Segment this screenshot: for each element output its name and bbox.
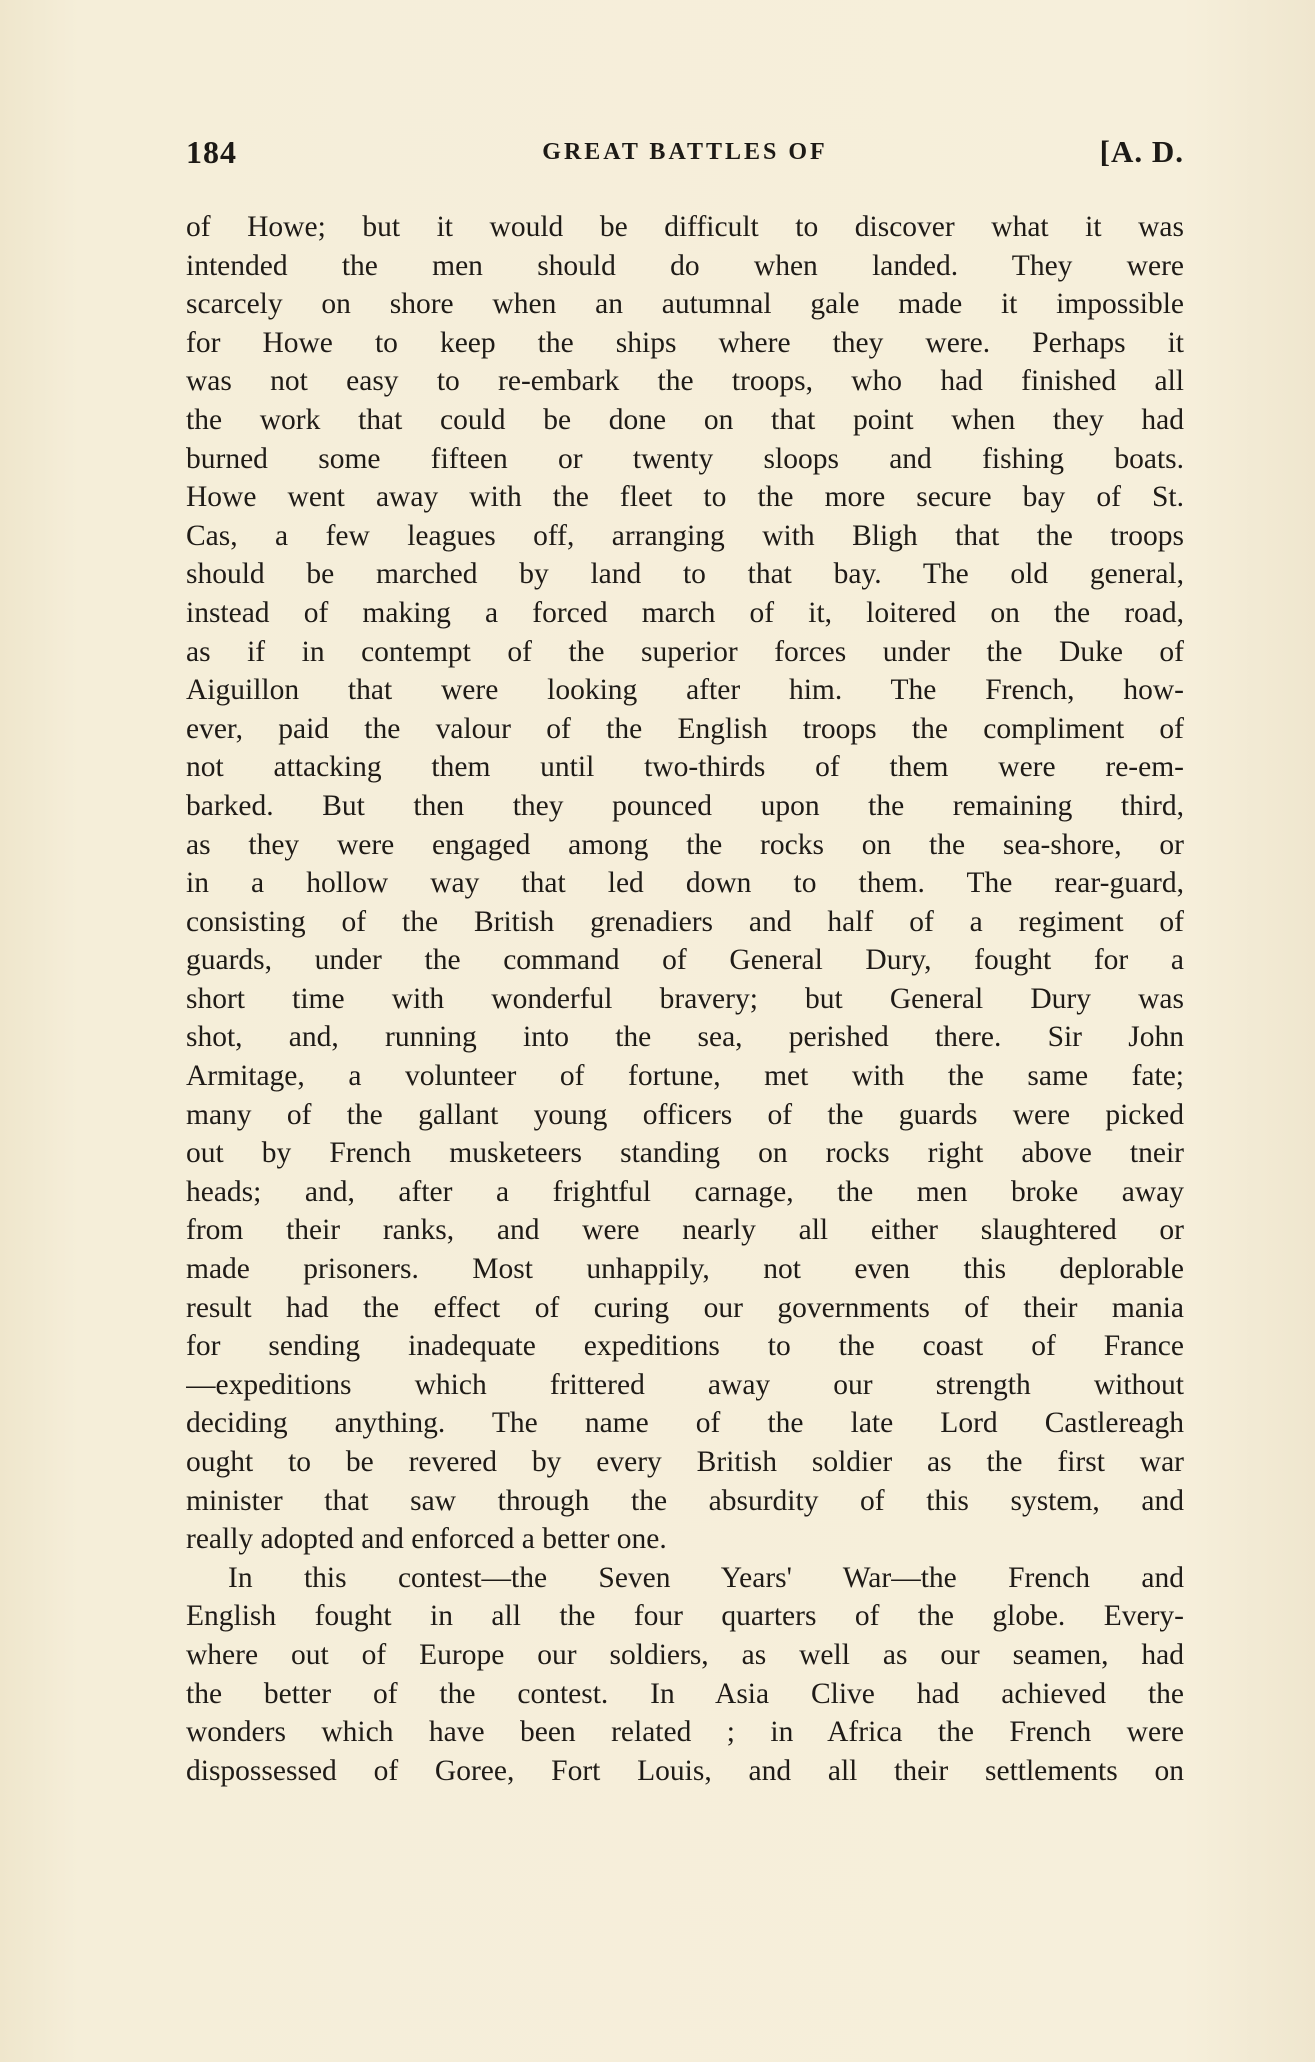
text-line: ever, paid the valour of the English troops the compliment of <box>186 712 1184 745</box>
text-line: wonders which have been related ; in Africa the French were <box>186 1716 1184 1749</box>
section-mark: [A. D. <box>1099 134 1184 169</box>
text-line: short time with wonderful bravery; but General Dury was <box>186 982 1184 1015</box>
text-line: Aiguillon that were looking after him. The French, how- <box>186 674 1184 707</box>
text-line: for sending inadequate expeditions to the coast of France <box>186 1330 1184 1363</box>
text-line: —expeditions which frittered away our strength without <box>186 1368 1184 1401</box>
text-line: minister that saw through the absurdity of this system, and <box>186 1484 1184 1517</box>
text-line: the work that could be done on that point when they had <box>186 403 1184 436</box>
text-line: guards, under the command of General Dury, fought for a <box>186 944 1184 977</box>
paragraph-start-line: In this contest—the Seven Years' War—the French and <box>228 1561 1184 1594</box>
paragraph-end-line: really adopted and enforced a better one. <box>186 1523 667 1556</box>
text-line: intended the men should do when landed. They were <box>186 249 1184 282</box>
text-line: out by French musketeers standing on rocks right above tneir <box>186 1137 1184 1170</box>
text-line: consisting of the British grenadiers and half of a regiment of <box>186 905 1184 938</box>
page-header <box>186 134 1184 184</box>
text-line: as they were engaged among the rocks on the sea-shore, or <box>186 828 1184 861</box>
text-line: as if in contempt of the superior forces under the Duke of <box>186 635 1184 668</box>
text-line: heads; and, after a frightful carnage, the men broke away <box>186 1175 1184 1208</box>
page-number: 184 <box>186 134 237 170</box>
text-line: many of the gallant young officers of the guards were picked <box>186 1098 1184 1131</box>
text-line: was not easy to re-embark the troops, who had finished all <box>186 365 1184 398</box>
text-line: result had the effect of curing our governments of their mania <box>186 1291 1184 1324</box>
text-line: should be marched by land to that bay. The old general, <box>186 558 1184 591</box>
text-line: scarcely on shore when an autumnal gale made it impossible <box>186 288 1184 321</box>
text-line: Howe went away with the fleet to the more secure bay of St. <box>186 481 1184 514</box>
text-line: dispossessed of Goree, Fort Louis, and all their settlements on <box>186 1754 1184 1787</box>
text-line: Cas, a few leagues off, arranging with Bligh that the troops <box>186 519 1184 552</box>
text-line: where out of Europe our soldiers, as well as our seamen, had <box>186 1638 1184 1671</box>
text-line: for Howe to keep the ships where they were. Perhaps it <box>186 326 1184 359</box>
text-line: the better of the contest. In Asia Clive had achieved the <box>186 1677 1184 1710</box>
body-text <box>186 208 1184 1790</box>
text-line: instead of making a forced march of it, loitered on the road, <box>186 596 1184 629</box>
text-line: English fought in all the four quarters of the globe. Every- <box>186 1600 1184 1633</box>
text-line: shot, and, running into the sea, perished there. Sir John <box>186 1021 1184 1054</box>
text-line: made prisoners. Most unhappily, not even this deplorable <box>186 1253 1184 1286</box>
text-line: ought to be revered by every British soldier as the first war <box>186 1446 1184 1478</box>
text-line: barked. But then they pounced upon the remaining third, <box>186 789 1184 822</box>
text-line: in a hollow way that led down to them. The rear-guard, <box>186 867 1184 900</box>
text-line: from their ranks, and were nearly all either slaughtered or <box>186 1214 1184 1247</box>
text-line: deciding anything. The name of the late Lord Castlereagh <box>186 1407 1184 1440</box>
text-line: burned some fifteen or twenty sloops and fishing boats. <box>186 442 1184 475</box>
running-title: GREAT BATTLES OF <box>542 139 828 165</box>
text-line: Armitage, a volunteer of fortune, met with the same fate; <box>186 1060 1184 1093</box>
text-line: of Howe; but it would be difficult to discover what it was <box>186 211 1184 243</box>
text-line: not attacking them until two-thirds of them were re-em- <box>186 751 1184 784</box>
